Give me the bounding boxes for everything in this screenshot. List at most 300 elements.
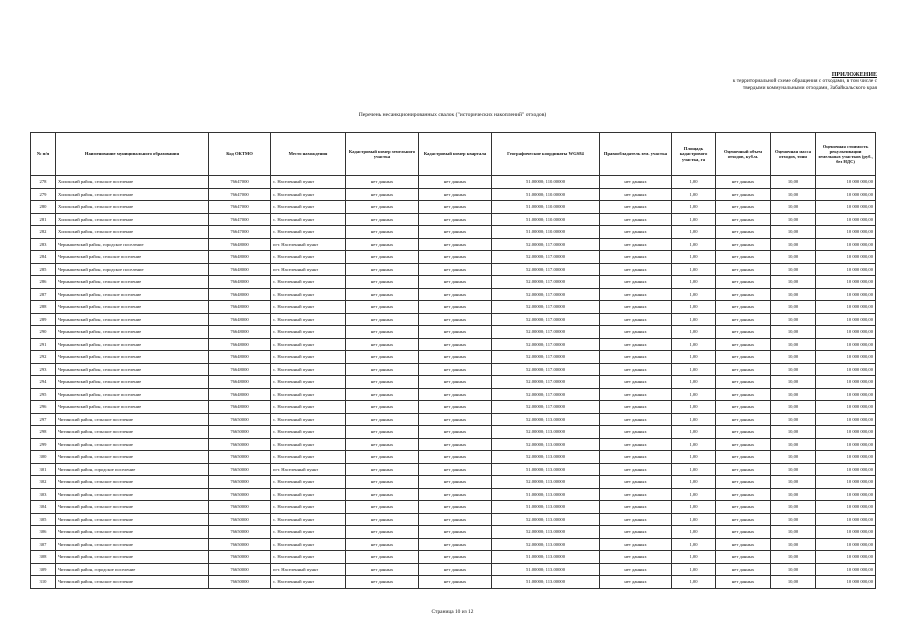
oktmo-code-cell: 76647000 — [209, 201, 271, 214]
waste-mass-cell: 10,00 — [771, 376, 816, 389]
row-number-cell: 278 — [31, 176, 56, 189]
municipality-name-cell: Читинский район, сельское поселение — [56, 488, 209, 501]
plot-area-cell: 1,00 — [672, 351, 716, 364]
reclamation-cost-cell: 10 000 000,00 — [816, 438, 876, 451]
oktmo-code-cell: 76647000 — [209, 213, 271, 226]
waste-volume-cell: нет данных — [716, 188, 771, 201]
land-owner-cell: нет данных — [600, 363, 672, 376]
reclamation-cost-cell: 10 000 000,00 — [816, 451, 876, 464]
oktmo-code-cell: 76648000 — [209, 301, 271, 314]
row-number-cell: 304 — [31, 501, 56, 514]
plot-area-cell: 1,00 — [672, 176, 716, 189]
coordinates-cell: 51.00000; 110.00000 — [492, 176, 600, 189]
plot-area-cell: 1,00 — [672, 288, 716, 301]
location-cell: с. Населенный пункт — [271, 288, 346, 301]
waste-volume-cell: нет данных — [716, 426, 771, 439]
coordinates-cell: 51.00000; 113.00000 — [492, 501, 600, 514]
waste-mass-cell: 10,00 — [771, 576, 816, 589]
cadastral-number-quarter-cell: нет данных — [419, 538, 492, 551]
land-owner-cell: нет данных — [600, 501, 672, 514]
plot-area-cell: 1,00 — [672, 238, 716, 251]
table-row — [31, 238, 876, 251]
land-owner-cell: нет данных — [600, 526, 672, 539]
waste-volume-cell: нет данных — [716, 363, 771, 376]
municipality-name-cell: Чернышевский район, сельское поселение — [56, 401, 209, 414]
table-row — [31, 526, 876, 539]
land-owner-cell: нет данных — [600, 426, 672, 439]
oktmo-code-cell: 76648000 — [209, 401, 271, 414]
reclamation-cost-cell: 10 000 000,00 — [816, 313, 876, 326]
cadastral-number-quarter-cell: нет данных — [419, 326, 492, 339]
cadastral-number-plot-cell: нет данных — [346, 326, 419, 339]
location-cell: с. Населенный пункт — [271, 201, 346, 214]
land-owner-cell: нет данных — [600, 401, 672, 414]
cadastral-number-quarter-cell: нет данных — [419, 226, 492, 239]
appendix-line: твердыми коммунальными отходами, Забайкальского края — [742, 84, 877, 91]
oktmo-code-cell: 76648000 — [209, 313, 271, 326]
waste-mass-cell: 10,00 — [771, 501, 816, 514]
reclamation-cost-cell: 10 000 000,00 — [816, 576, 876, 589]
waste-volume-cell: нет данных — [716, 263, 771, 276]
table-row — [31, 326, 876, 339]
oktmo-code-cell: 76650000 — [209, 476, 271, 489]
reclamation-cost-cell: 10 000 000,00 — [816, 476, 876, 489]
plot-area-cell: 1,00 — [672, 451, 716, 464]
cadastral-number-quarter-cell: нет данных — [419, 288, 492, 301]
plot-area-cell: 1,00 — [672, 376, 716, 389]
land-owner-cell: нет данных — [600, 476, 672, 489]
column-header: Оценочный объем отходов, куб.м. — [716, 133, 771, 176]
cadastral-number-plot-cell: нет данных — [346, 401, 419, 414]
coordinates-cell: 51.00000; 110.00000 — [492, 213, 600, 226]
land-owner-cell: нет данных — [600, 251, 672, 264]
reclamation-cost-cell: 10 000 000,00 — [816, 551, 876, 564]
land-owner-cell: нет данных — [600, 176, 672, 189]
row-number-cell: 287 — [31, 288, 56, 301]
row-number-cell: 297 — [31, 413, 56, 426]
oktmo-code-cell: 76648000 — [209, 263, 271, 276]
waste-mass-cell: 10,00 — [771, 288, 816, 301]
column-header: Оценочная стоимость рекультивации земельных участков (руб., без НДС) — [816, 133, 876, 176]
location-cell: с. Населенный пункт — [271, 426, 346, 439]
row-number-cell: 295 — [31, 388, 56, 401]
location-cell: с. Населенный пункт — [271, 213, 346, 226]
coordinates-cell: 52.00000; 117.00000 — [492, 288, 600, 301]
oktmo-code-cell: 76648000 — [209, 326, 271, 339]
appendix-title: ПРИЛОЖЕНИЕ — [831, 72, 877, 78]
plot-area-cell: 1,00 — [672, 413, 716, 426]
cadastral-number-quarter-cell: нет данных — [419, 338, 492, 351]
reclamation-cost-cell: 10 000 000,00 — [816, 513, 876, 526]
column-header: Географические координаты WGS84 — [492, 133, 600, 176]
reclamation-cost-cell: 10 000 000,00 — [816, 188, 876, 201]
cadastral-number-plot-cell: нет данных — [346, 451, 419, 464]
waste-volume-cell: нет данных — [716, 338, 771, 351]
land-owner-cell: нет данных — [600, 301, 672, 314]
cadastral-number-quarter-cell: нет данных — [419, 513, 492, 526]
appendix-block — [627, 72, 877, 91]
land-owner-cell: нет данных — [600, 563, 672, 576]
reclamation-cost-cell: 10 000 000,00 — [816, 488, 876, 501]
oktmo-code-cell: 76648000 — [209, 363, 271, 376]
oktmo-code-cell: 76650000 — [209, 551, 271, 564]
oktmo-code-cell: 76650000 — [209, 513, 271, 526]
cadastral-number-quarter-cell: нет данных — [419, 313, 492, 326]
location-cell: с. Населенный пункт — [271, 251, 346, 264]
table-row — [31, 376, 876, 389]
municipality-name-cell: Читинский район, сельское поселение — [56, 451, 209, 464]
coordinates-cell: 52.00000; 117.00000 — [492, 388, 600, 401]
cadastral-number-plot-cell: нет данных — [346, 301, 419, 314]
coordinates-cell: 52.00000; 117.00000 — [492, 338, 600, 351]
coordinates-cell: 52.00000; 117.00000 — [492, 313, 600, 326]
row-number-cell: 281 — [31, 213, 56, 226]
location-cell: пгт. Населенный пункт — [271, 563, 346, 576]
land-owner-cell: нет данных — [600, 413, 672, 426]
oktmo-code-cell: 76650000 — [209, 463, 271, 476]
land-owner-cell: нет данных — [600, 576, 672, 589]
plot-area-cell: 1,00 — [672, 513, 716, 526]
cadastral-number-quarter-cell: нет данных — [419, 188, 492, 201]
cadastral-number-quarter-cell: нет данных — [419, 251, 492, 264]
oktmo-code-cell: 76650000 — [209, 426, 271, 439]
plot-area-cell: 1,00 — [672, 263, 716, 276]
municipality-name-cell: Читинский район, городское поселение — [56, 563, 209, 576]
location-cell: с. Населенный пункт — [271, 551, 346, 564]
table-row — [31, 363, 876, 376]
municipality-name-cell: Читинский район, сельское поселение — [56, 551, 209, 564]
cadastral-number-plot-cell: нет данных — [346, 501, 419, 514]
reclamation-cost-cell: 10 000 000,00 — [816, 263, 876, 276]
cadastral-number-quarter-cell: нет данных — [419, 576, 492, 589]
land-owner-cell: нет данных — [600, 288, 672, 301]
cadastral-number-plot-cell: нет данных — [346, 338, 419, 351]
land-owner-cell: нет данных — [600, 238, 672, 251]
cadastral-number-quarter-cell: нет данных — [419, 526, 492, 539]
location-cell: с. Населенный пункт — [271, 401, 346, 414]
land-owner-cell: нет данных — [600, 326, 672, 339]
cadastral-number-plot-cell: нет данных — [346, 188, 419, 201]
municipality-name-cell: Читинский район, сельское поселение — [56, 413, 209, 426]
municipality-name-cell: Чернышевский район, сельское поселение — [56, 313, 209, 326]
oktmo-code-cell: 76650000 — [209, 451, 271, 464]
row-number-cell: 290 — [31, 326, 56, 339]
row-number-cell: 296 — [31, 401, 56, 414]
cadastral-number-quarter-cell: нет данных — [419, 426, 492, 439]
table-row — [31, 538, 876, 551]
land-owner-cell: нет данных — [600, 276, 672, 289]
cadastral-number-quarter-cell: нет данных — [419, 301, 492, 314]
row-number-cell: 308 — [31, 551, 56, 564]
oktmo-code-cell: 76648000 — [209, 388, 271, 401]
table-row — [31, 476, 876, 489]
waste-mass-cell: 10,00 — [771, 351, 816, 364]
coordinates-cell: 52.00000; 117.00000 — [492, 351, 600, 364]
waste-mass-cell: 10,00 — [771, 301, 816, 314]
land-owner-cell: нет данных — [600, 338, 672, 351]
table-row — [31, 263, 876, 276]
location-cell: с. Населенный пункт — [271, 301, 346, 314]
waste-volume-cell: нет данных — [716, 176, 771, 189]
municipality-name-cell: Хилокский район, сельское поселение — [56, 188, 209, 201]
table-row — [31, 338, 876, 351]
waste-mass-cell: 10,00 — [771, 526, 816, 539]
waste-volume-cell: нет данных — [716, 351, 771, 364]
waste-mass-cell: 10,00 — [771, 276, 816, 289]
land-owner-cell: нет данных — [600, 213, 672, 226]
municipality-name-cell: Чернышевский район, сельское поселение — [56, 376, 209, 389]
table-row — [31, 313, 876, 326]
municipality-name-cell: Чернышевский район, сельское поселение — [56, 351, 209, 364]
waste-mass-cell: 10,00 — [771, 401, 816, 414]
coordinates-cell: 52.00000; 117.00000 — [492, 301, 600, 314]
waste-volume-cell: нет данных — [716, 226, 771, 239]
reclamation-cost-cell: 10 000 000,00 — [816, 213, 876, 226]
coordinates-cell: 52.00000; 117.00000 — [492, 376, 600, 389]
location-cell: пгт. Населенный пункт — [271, 238, 346, 251]
waste-mass-cell: 10,00 — [771, 176, 816, 189]
municipality-name-cell: Чернышевский район, сельское поселение — [56, 251, 209, 264]
oktmo-code-cell: 76648000 — [209, 251, 271, 264]
oktmo-code-cell: 76650000 — [209, 501, 271, 514]
table-row — [31, 301, 876, 314]
plot-area-cell: 1,00 — [672, 488, 716, 501]
location-cell: с. Населенный пункт — [271, 388, 346, 401]
table-row — [31, 251, 876, 264]
coordinates-cell: 52.00000; 113.00000 — [492, 513, 600, 526]
waste-volume-cell: нет данных — [716, 401, 771, 414]
waste-volume-cell: нет данных — [716, 413, 771, 426]
row-number-cell: 288 — [31, 301, 56, 314]
row-number-cell: 307 — [31, 538, 56, 551]
waste-mass-cell: 10,00 — [771, 326, 816, 339]
waste-mass-cell: 10,00 — [771, 413, 816, 426]
reclamation-cost-cell: 10 000 000,00 — [816, 288, 876, 301]
table-row — [31, 576, 876, 589]
land-owner-cell: нет данных — [600, 388, 672, 401]
waste-mass-cell: 10,00 — [771, 438, 816, 451]
land-owner-cell: нет данных — [600, 351, 672, 364]
cadastral-number-plot-cell: нет данных — [346, 263, 419, 276]
municipality-name-cell: Чернышевский район, сельское поселение — [56, 276, 209, 289]
coordinates-cell: 52.00000; 117.00000 — [492, 401, 600, 414]
plot-area-cell: 1,00 — [672, 313, 716, 326]
row-number-cell: 284 — [31, 251, 56, 264]
oktmo-code-cell: 76650000 — [209, 413, 271, 426]
coordinates-cell: 52.00000; 113.00000 — [492, 538, 600, 551]
land-owner-cell: нет данных — [600, 188, 672, 201]
reclamation-cost-cell: 10 000 000,00 — [816, 388, 876, 401]
waste-mass-cell: 10,00 — [771, 426, 816, 439]
waste-volume-cell: нет данных — [716, 551, 771, 564]
plot-area-cell: 1,00 — [672, 401, 716, 414]
cadastral-number-quarter-cell: нет данных — [419, 201, 492, 214]
municipality-name-cell: Хилокский район, сельское поселение — [56, 226, 209, 239]
municipality-name-cell: Хилокский район, сельское поселение — [56, 201, 209, 214]
cadastral-number-plot-cell: нет данных — [346, 526, 419, 539]
plot-area-cell: 1,00 — [672, 551, 716, 564]
row-number-cell: 306 — [31, 526, 56, 539]
cadastral-number-quarter-cell: нет данных — [419, 388, 492, 401]
location-cell: с. Населенный пункт — [271, 438, 346, 451]
row-number-cell: 302 — [31, 476, 56, 489]
row-number-cell: 283 — [31, 238, 56, 251]
waste-volume-cell: нет данных — [716, 451, 771, 464]
cadastral-number-quarter-cell: нет данных — [419, 276, 492, 289]
coordinates-cell: 52.00000; 113.00000 — [492, 451, 600, 464]
waste-mass-cell: 10,00 — [771, 313, 816, 326]
waste-volume-cell: нет данных — [716, 563, 771, 576]
cadastral-number-plot-cell: нет данных — [346, 376, 419, 389]
plot-area-cell: 1,00 — [672, 213, 716, 226]
table-row — [31, 551, 876, 564]
land-owner-cell: нет данных — [600, 551, 672, 564]
reclamation-cost-cell: 10 000 000,00 — [816, 376, 876, 389]
table-row — [31, 288, 876, 301]
cadastral-number-plot-cell: нет данных — [346, 488, 419, 501]
row-number-cell: 292 — [31, 351, 56, 364]
municipality-name-cell: Читинский район, сельское поселение — [56, 476, 209, 489]
row-number-cell: 300 — [31, 451, 56, 464]
municipality-name-cell: Чернышевский район, сельское поселение — [56, 388, 209, 401]
coordinates-cell: 52.00000; 117.00000 — [492, 263, 600, 276]
table-row — [31, 351, 876, 364]
cadastral-number-quarter-cell: нет данных — [419, 238, 492, 251]
cadastral-number-quarter-cell: нет данных — [419, 476, 492, 489]
reclamation-cost-cell: 10 000 000,00 — [816, 538, 876, 551]
coordinates-cell: 52.00000; 113.00000 — [492, 476, 600, 489]
location-cell: с. Населенный пункт — [271, 313, 346, 326]
table-row — [31, 513, 876, 526]
location-cell: с. Населенный пункт — [271, 176, 346, 189]
cadastral-number-plot-cell: нет данных — [346, 426, 419, 439]
coordinates-cell: 52.00000; 113.00000 — [492, 438, 600, 451]
column-header: Кадастровый номер квартала — [419, 133, 492, 176]
waste-volume-cell: нет данных — [716, 576, 771, 589]
column-header: Наименование муниципального образования — [56, 133, 209, 176]
table-header-row — [31, 133, 876, 176]
location-cell: с. Населенный пункт — [271, 476, 346, 489]
cadastral-number-plot-cell: нет данных — [346, 363, 419, 376]
reclamation-cost-cell: 10 000 000,00 — [816, 413, 876, 426]
cadastral-number-quarter-cell: нет данных — [419, 213, 492, 226]
waste-mass-cell: 10,00 — [771, 563, 816, 576]
land-owner-cell: нет данных — [600, 201, 672, 214]
plot-area-cell: 1,00 — [672, 563, 716, 576]
waste-mass-cell: 10,00 — [771, 476, 816, 489]
coordinates-cell: 51.00000; 113.00000 — [492, 488, 600, 501]
row-number-cell: 305 — [31, 513, 56, 526]
waste-volume-cell: нет данных — [716, 238, 771, 251]
coordinates-cell: 52.00000; 113.00000 — [492, 426, 600, 439]
table-body — [31, 176, 876, 589]
oktmo-code-cell: 76650000 — [209, 576, 271, 589]
waste-volume-cell: нет данных — [716, 476, 771, 489]
municipality-name-cell: Хилокский район, сельское поселение — [56, 213, 209, 226]
plot-area-cell: 1,00 — [672, 388, 716, 401]
waste-volume-cell: нет данных — [716, 213, 771, 226]
reclamation-cost-cell: 10 000 000,00 — [816, 501, 876, 514]
cadastral-number-plot-cell: нет данных — [346, 551, 419, 564]
cadastral-number-plot-cell: нет данных — [346, 513, 419, 526]
table-row — [31, 451, 876, 464]
land-owner-cell: нет данных — [600, 376, 672, 389]
reclamation-cost-cell: 10 000 000,00 — [816, 176, 876, 189]
waste-mass-cell: 10,00 — [771, 238, 816, 251]
waste-volume-cell: нет данных — [716, 201, 771, 214]
oktmo-code-cell: 76650000 — [209, 538, 271, 551]
location-cell: с. Населенный пункт — [271, 338, 346, 351]
landfill-table — [30, 132, 876, 589]
municipality-name-cell: Чернышевский район, городское поселение — [56, 238, 209, 251]
coordinates-cell: 52.00000; 117.00000 — [492, 276, 600, 289]
cadastral-number-quarter-cell: нет данных — [419, 413, 492, 426]
row-number-cell: 301 — [31, 463, 56, 476]
row-number-cell: 299 — [31, 438, 56, 451]
row-number-cell: 291 — [31, 338, 56, 351]
reclamation-cost-cell: 10 000 000,00 — [816, 338, 876, 351]
waste-volume-cell: нет данных — [716, 388, 771, 401]
waste-mass-cell: 10,00 — [771, 188, 816, 201]
land-owner-cell: нет данных — [600, 488, 672, 501]
municipality-name-cell: Чернышевский район, сельское поселение — [56, 301, 209, 314]
waste-volume-cell: нет данных — [716, 501, 771, 514]
plot-area-cell: 1,00 — [672, 426, 716, 439]
cadastral-number-plot-cell: нет данных — [346, 313, 419, 326]
waste-volume-cell: нет данных — [716, 376, 771, 389]
coordinates-cell: 51.00000; 110.00000 — [492, 188, 600, 201]
plot-area-cell: 1,00 — [672, 251, 716, 264]
table-row — [31, 213, 876, 226]
reclamation-cost-cell: 10 000 000,00 — [816, 276, 876, 289]
cadastral-number-quarter-cell: нет данных — [419, 376, 492, 389]
cadastral-number-quarter-cell: нет данных — [419, 563, 492, 576]
coordinates-cell: 52.00000; 117.00000 — [492, 251, 600, 264]
column-header: Площадь кадастрового участка, га — [672, 133, 716, 176]
plot-area-cell: 1,00 — [672, 226, 716, 239]
waste-volume-cell: нет данных — [716, 288, 771, 301]
reclamation-cost-cell: 10 000 000,00 — [816, 426, 876, 439]
plot-area-cell: 1,00 — [672, 276, 716, 289]
oktmo-code-cell: 76647000 — [209, 188, 271, 201]
column-header: Правообладатель зем. участка — [600, 133, 672, 176]
location-cell: с. Населенный пункт — [271, 413, 346, 426]
location-cell: с. Населенный пункт — [271, 363, 346, 376]
reclamation-cost-cell: 10 000 000,00 — [816, 201, 876, 214]
table-row — [31, 426, 876, 439]
waste-mass-cell: 10,00 — [771, 513, 816, 526]
municipality-name-cell: Чернышевский район, сельское поселение — [56, 338, 209, 351]
waste-mass-cell: 10,00 — [771, 251, 816, 264]
reclamation-cost-cell: 10 000 000,00 — [816, 238, 876, 251]
waste-volume-cell: нет данных — [716, 438, 771, 451]
cadastral-number-plot-cell: нет данных — [346, 538, 419, 551]
coordinates-cell: 52.00000; 113.00000 — [492, 526, 600, 539]
land-owner-cell: нет данных — [600, 438, 672, 451]
waste-volume-cell: нет данных — [716, 313, 771, 326]
reclamation-cost-cell: 10 000 000,00 — [816, 301, 876, 314]
document-title: Перечень несанкционированных свалок ("исторических накоплений" отходов) — [358, 112, 547, 118]
table-row — [31, 188, 876, 201]
location-cell: с. Населенный пункт — [271, 226, 346, 239]
plot-area-cell: 1,00 — [672, 538, 716, 551]
waste-mass-cell: 10,00 — [771, 213, 816, 226]
plot-area-cell: 1,00 — [672, 476, 716, 489]
waste-volume-cell: нет данных — [716, 513, 771, 526]
municipality-name-cell: Чернышевский район, сельское поселение — [56, 363, 209, 376]
plot-area-cell: 1,00 — [672, 326, 716, 339]
waste-volume-cell: нет данных — [716, 276, 771, 289]
